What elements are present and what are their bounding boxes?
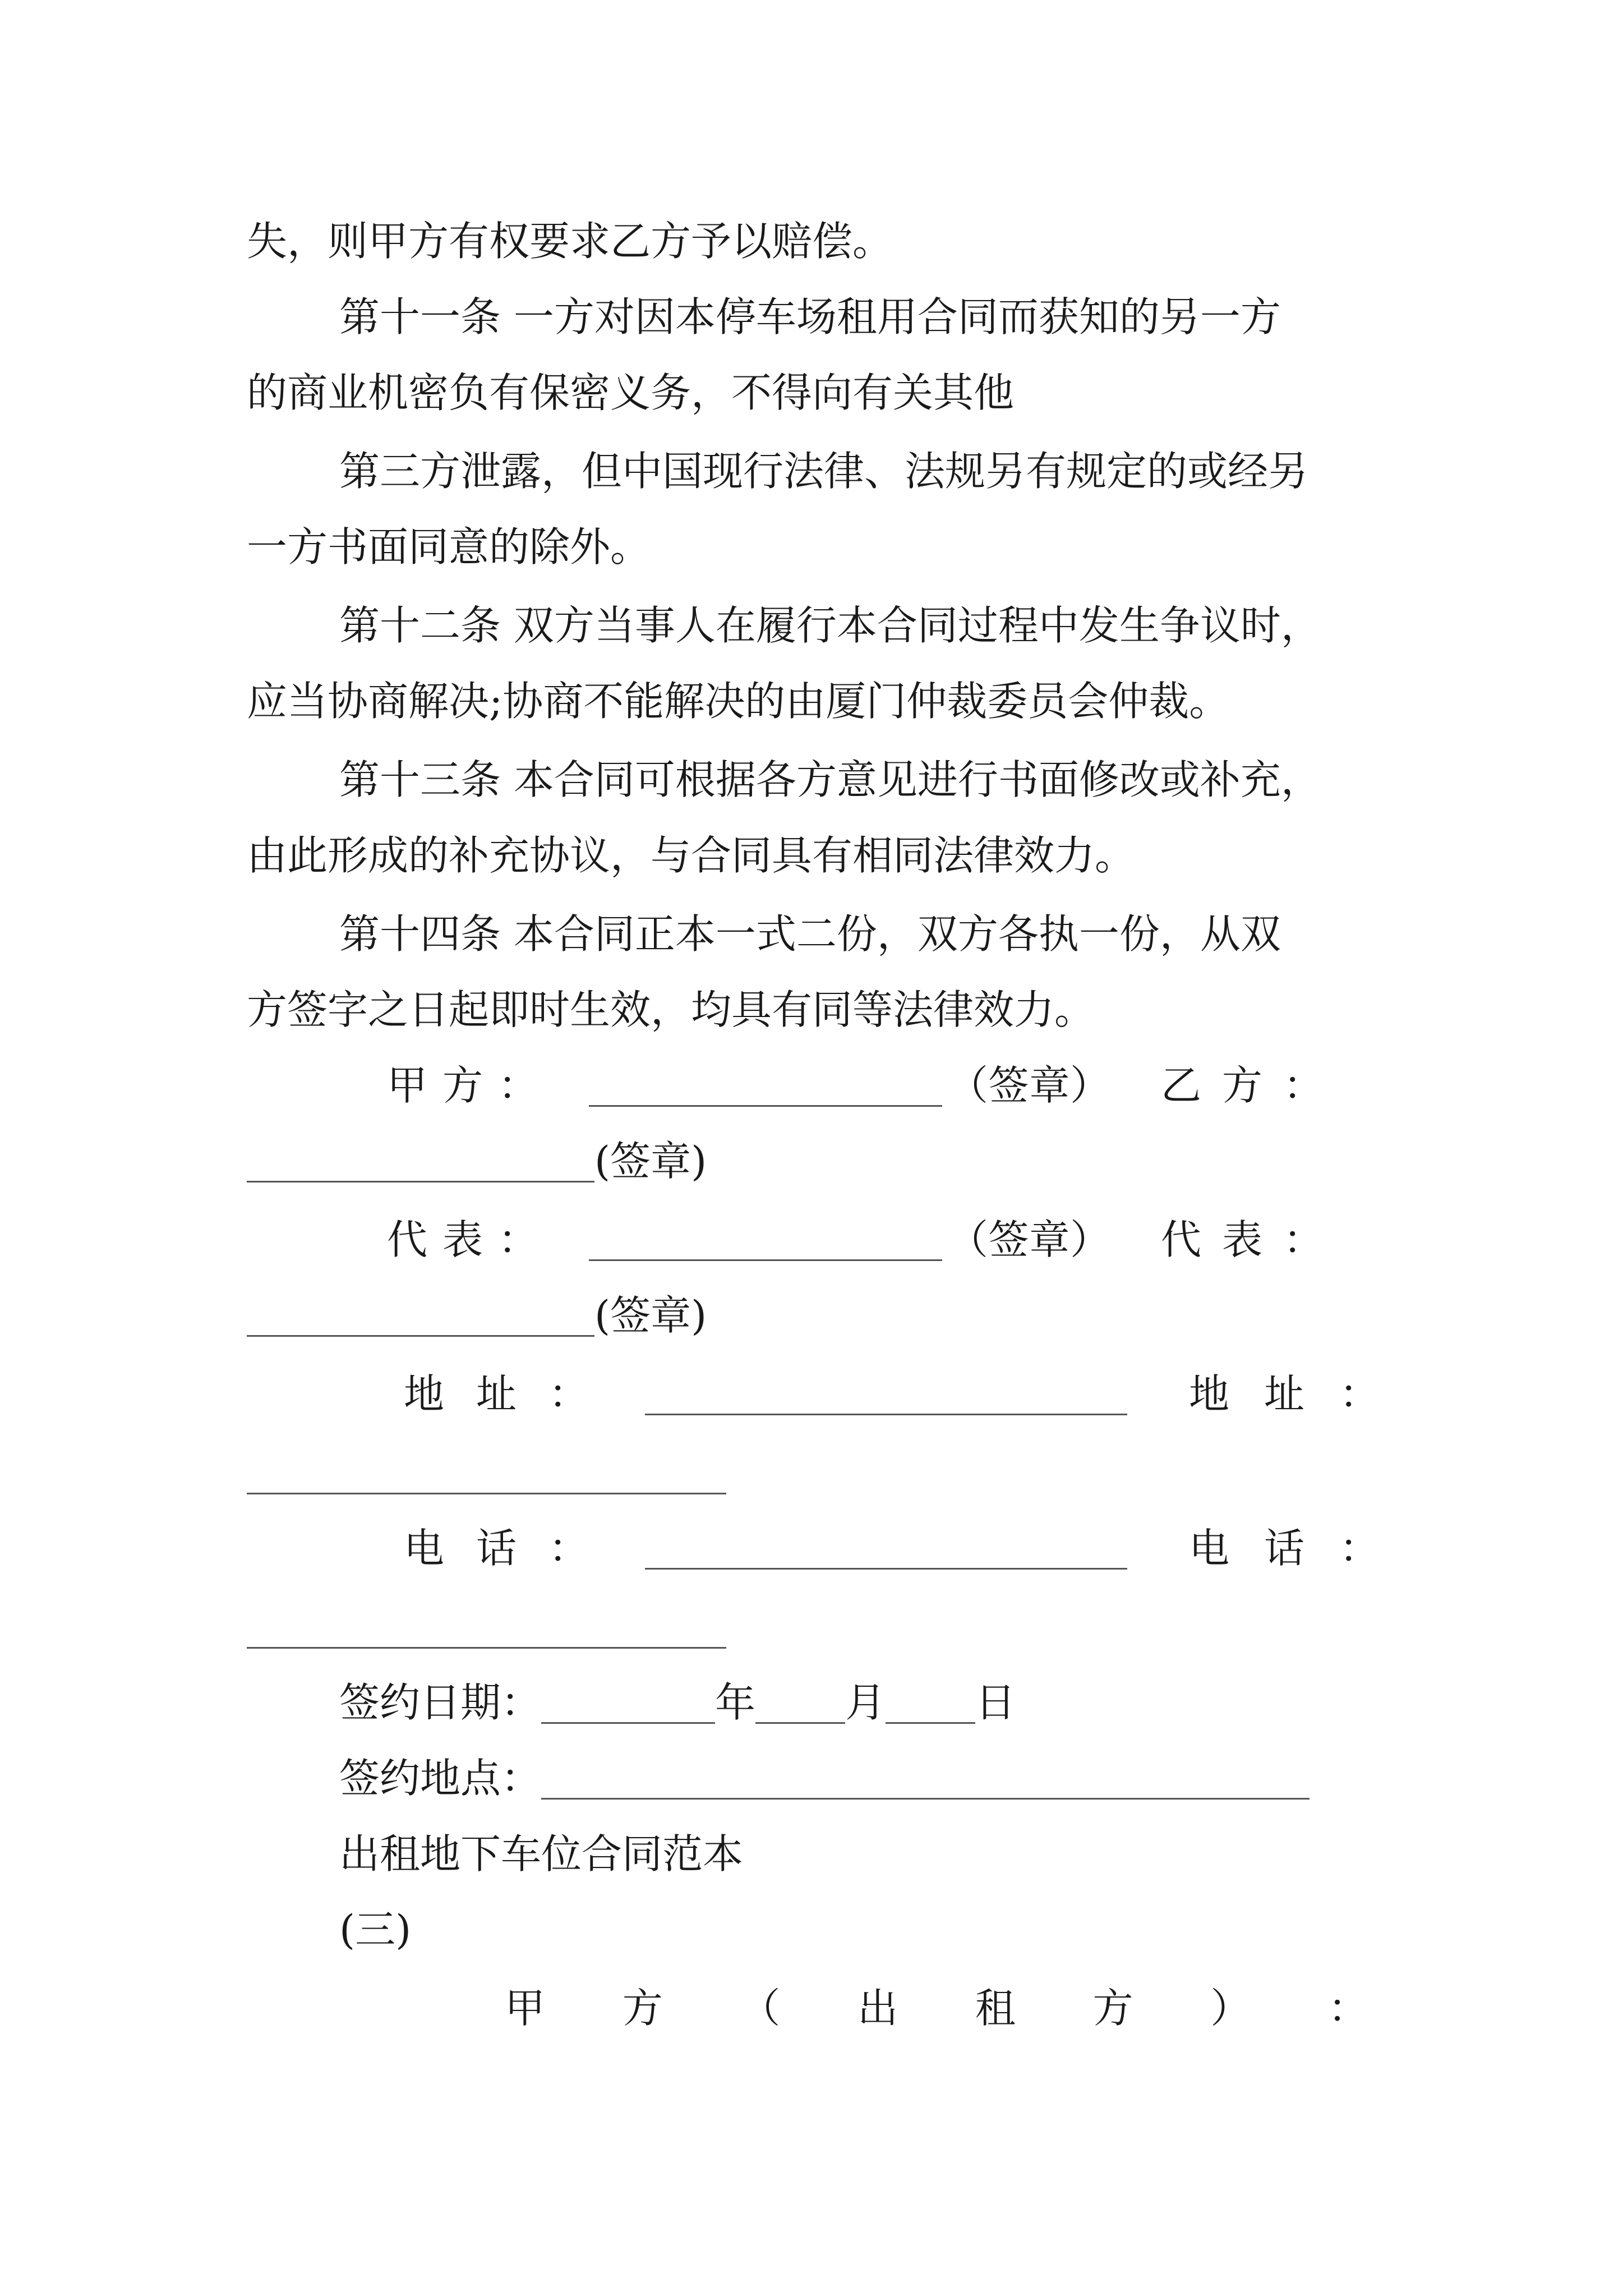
label-char: 址 (1264, 1370, 1304, 1418)
label-char: 方 (1221, 1062, 1262, 1109)
article-14-line-2: 方签字之日起即时生效，均具有同等法律效力。 (247, 986, 1095, 1033)
section-title: 出租地下车位合同范本 (339, 1830, 744, 1878)
label-char: 乙 (1161, 1062, 1202, 1109)
addr-a-label (404, 1366, 589, 1422)
label-char: 出 (857, 1985, 898, 2032)
sign-year-field[interactable] (541, 1682, 715, 1724)
label-char: 租 (975, 1985, 1016, 2032)
label-char: ） (1210, 1985, 1251, 2032)
label-char: （ (948, 1216, 989, 1263)
label-char: ） (1069, 1062, 1110, 1109)
representative-row (387, 1212, 1380, 1268)
label-char: 方 (442, 1062, 483, 1109)
label-char: （ (740, 1985, 781, 2032)
address-b-field[interactable] (247, 1452, 726, 1494)
article-13-line-2: 由此形成的补充协议，与合同具有相同法律效力。 (247, 832, 1136, 879)
label-char: ： (497, 1062, 538, 1109)
addr-b-label (1189, 1366, 1380, 1422)
label-char: 地 (1189, 1370, 1230, 1418)
label-char: 代 (1161, 1216, 1202, 1263)
sign-place-row (339, 1750, 1310, 1806)
label-char: 签 (988, 1216, 1029, 1263)
label-char: （ (948, 1062, 989, 1109)
article-13-line-1: 第十三条 本合同可根据各方意见进行书面修改或补充， (339, 756, 1321, 803)
sign-place-field[interactable] (541, 1757, 1310, 1800)
article-12-line-1: 第十二条 双方当事人在履行本合同过程中发生争议时， (339, 602, 1321, 649)
phone-b-label (1189, 1520, 1380, 1576)
party-a-signature-field[interactable] (589, 1065, 942, 1107)
rep-a-label (387, 1212, 538, 1268)
party-b-label (1161, 1057, 1324, 1114)
label-char: 章 (1029, 1216, 1070, 1263)
paragraph-line: 失，则甲方有权要求乙方予以赔偿。 (247, 218, 893, 265)
article-11-line-2: 的商业机密负有保密义务，不得向有关其他 (247, 369, 1015, 416)
party-b-signature-field[interactable] (247, 1140, 594, 1182)
sign-day-field[interactable] (886, 1682, 975, 1724)
seal-inline-label: (签章) (594, 1292, 707, 1339)
label-char: 甲 (387, 1062, 428, 1109)
section-number: (三) (339, 1906, 412, 1953)
phone-row (404, 1520, 1380, 1576)
paragraph-line: 第三方泄露，但中国现行法律、法规另有规定的或经另 (339, 448, 1309, 495)
phone-b-row (247, 1596, 726, 1652)
label-char: ： (1339, 1525, 1380, 1572)
label-char: ： (548, 1525, 589, 1572)
rep-a-signature-field[interactable] (589, 1219, 942, 1261)
address-b-row (247, 1442, 726, 1498)
party-b-signature-row (247, 1133, 707, 1189)
label-char: 方 (1092, 1985, 1133, 2032)
sign-date-label: 签约日期： (339, 1679, 542, 1726)
paragraph-line: 一方书面同意的除外。 (247, 523, 651, 570)
label-char: ： (548, 1370, 589, 1418)
address-a-field[interactable] (645, 1373, 1127, 1415)
label-char: 话 (1264, 1525, 1304, 1572)
phone-a-field[interactable] (645, 1527, 1127, 1570)
seal-inline-label: (签章) (594, 1138, 707, 1185)
label-char: 表 (1221, 1216, 1262, 1263)
phone-b-field[interactable] (247, 1607, 726, 1649)
rep-b-label (1161, 1212, 1324, 1268)
lessor-label-row (505, 1980, 1368, 2036)
article-11-line-1: 第十一条 一方对因本停车场租用合同而获知的另一方 (339, 293, 1281, 341)
sign-place-label: 签约地点： (339, 1755, 542, 1802)
phone-a-label (404, 1520, 589, 1576)
address-row (404, 1366, 1380, 1422)
seal-label (948, 1212, 1110, 1268)
label-char: ： (1283, 1062, 1324, 1109)
sign-month-field[interactable] (755, 1682, 845, 1724)
year-label: 年 (715, 1679, 756, 1726)
seal-label (948, 1057, 1110, 1114)
label-char: 话 (476, 1525, 517, 1572)
rep-b-signature-field[interactable] (247, 1295, 594, 1337)
label-char: ） (1069, 1216, 1110, 1263)
label-char: 电 (404, 1525, 445, 1572)
label-char: ： (1327, 1985, 1368, 2032)
party-signature-row (387, 1057, 1380, 1114)
label-char: 址 (476, 1370, 517, 1418)
label-char: 地 (404, 1370, 445, 1418)
label-char: 甲 (505, 1985, 546, 2032)
rep-b-signature-row (247, 1287, 707, 1343)
label-char: 章 (1029, 1062, 1070, 1109)
label-char: 方 (622, 1985, 663, 2032)
article-12-line-2: 应当协商解决;协商不能解决的由厦门仲裁委员会仲裁。 (247, 678, 1230, 725)
label-char: 表 (442, 1216, 483, 1263)
label-char: ： (1283, 1216, 1324, 1263)
month-label: 月 (845, 1679, 886, 1726)
label-char: 电 (1189, 1525, 1230, 1572)
day-label: 日 (975, 1679, 1016, 1726)
label-char: ： (1339, 1370, 1380, 1418)
label-char: 签 (988, 1062, 1029, 1109)
sign-date-row (339, 1674, 1016, 1731)
party-a-label (387, 1057, 538, 1114)
label-char: ： (497, 1216, 538, 1263)
label-char: 代 (387, 1216, 428, 1263)
article-14-line-1: 第十四条 本合同正本一式二份，双方各执一份，从双 (339, 910, 1281, 958)
